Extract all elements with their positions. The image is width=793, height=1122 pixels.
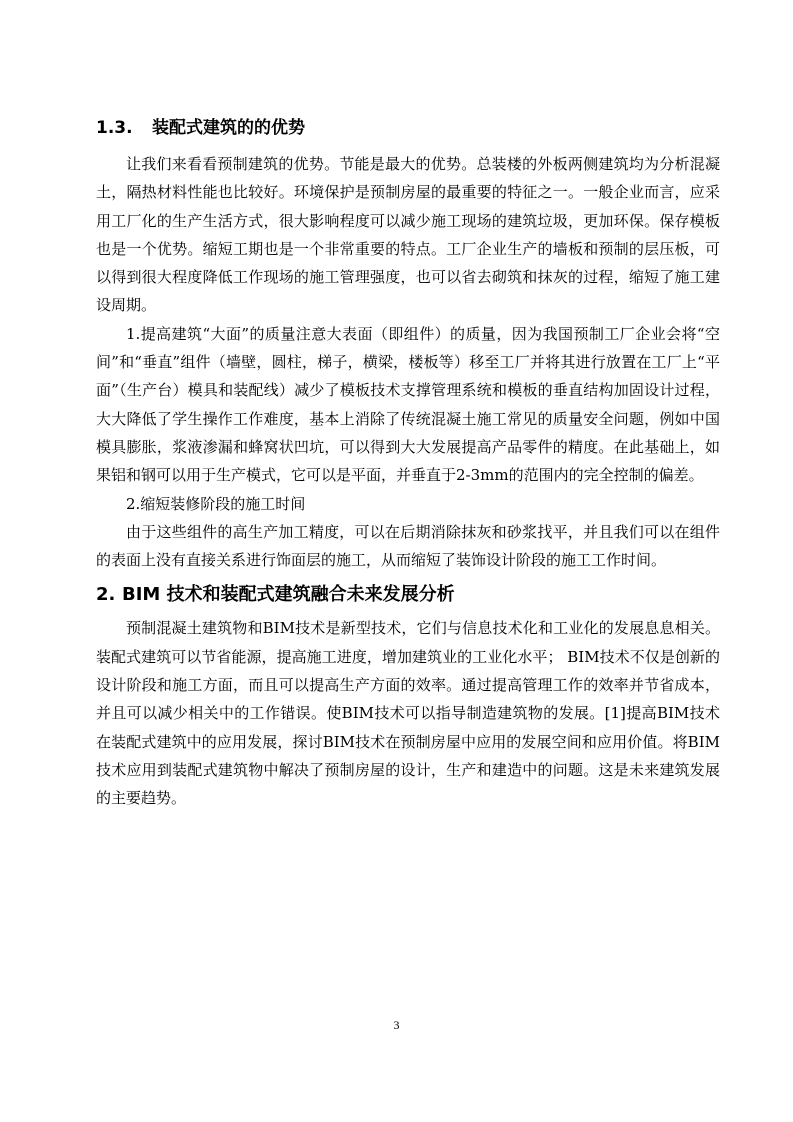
paragraph: 1.提高建筑“大面”的质量注意大表面（即组件）的质量，因为我国预制工厂企业会将“空间”和“垂直”组件（墙壁，圆柱，梯子，横梁，楼板等）移至工厂并将其进行放置在工厂上“平面”（生产台）模具和装配线）减少了模板技术支撑管理系统和模板的垂直结构加固设计过程，大大降低了学生操作工作难度，基本上消除了传统混凝土施工常见的质量安全问题，例如中国模具膨胀，浆液渗漏和蜂窝状凹坑，可以得到大大发展提高产品零件的精度。在此基础上，如果铝和钢可以用于生产模式，它可以是平面，并垂直于2-3mm的范围内的完全控制的偏差。 — [96, 324, 720, 485]
section-title: 装配式建筑的的优势 — [152, 118, 305, 138]
page-content — [96, 114, 720, 813]
paragraph: 让我们来看看预制建筑的优势。节能是最大的优势。总装楼的外板两侧建筑均为分析混凝土，隔热材料性能也比较好。环境保护是预制房屋的最重要的特征之一。一般企业而言，应采用工厂化的生产生活方式，很大影响程度可以减少施工现场的建筑垃圾，更加环保。保存模板也是一个优势。缩短工期也是一个非常重要的特点。工厂企业生产的墙板和预制的层压板，可以得到很大程度降低工作现场的施工管理强度，也可以省去砌筑和抹灰的过程，缩短了施工建设周期。 — [96, 155, 720, 315]
section-number: 2. — [96, 584, 116, 606]
section-number: 1.3. — [96, 118, 133, 138]
page-number: 3 — [393, 1018, 400, 1032]
section-heading-2 — [96, 580, 720, 610]
paragraph: 2.缩短装修阶段的施工时间 — [126, 494, 306, 513]
section-heading-1-3 — [96, 114, 720, 142]
paragraph: 预制混凝土建筑物和BIM技术是新型技术，它们与信息技术化和工业化的发展息息相关。装配式建筑可以节省能源，提高施工进度，增加建筑业的工业化水平； BIM技术不仅是创新的设计阶段和施工方面，而且可以提高生产方面的效率。通过提高管理工作的效率并节省成本，并且可以减少相关中的工作错误。使BIM技术可以指导制造建筑物的发展。[1]提高BIM技术在装配式建筑中的应用发展，探讨BIM技术在预制房屋中应用的发展空间和应用价值。将BIM技术应用到装配式建筑物中解决了预制房屋的设计，生产和建造中的问题。这是未来建筑发展的主要趋势。 — [96, 619, 720, 808]
section-title: BIM 技术和装配式建筑融合未来发展分析 — [122, 584, 455, 606]
paragraph: 由于这些组件的高生产加工精度，可以在后期消除抹灰和砂浆找平，并且我们可以在组件的表面上没有直接关系进行饰面层的施工，从而缩短了装饰设计阶段的施工工作时间。 — [96, 522, 720, 570]
